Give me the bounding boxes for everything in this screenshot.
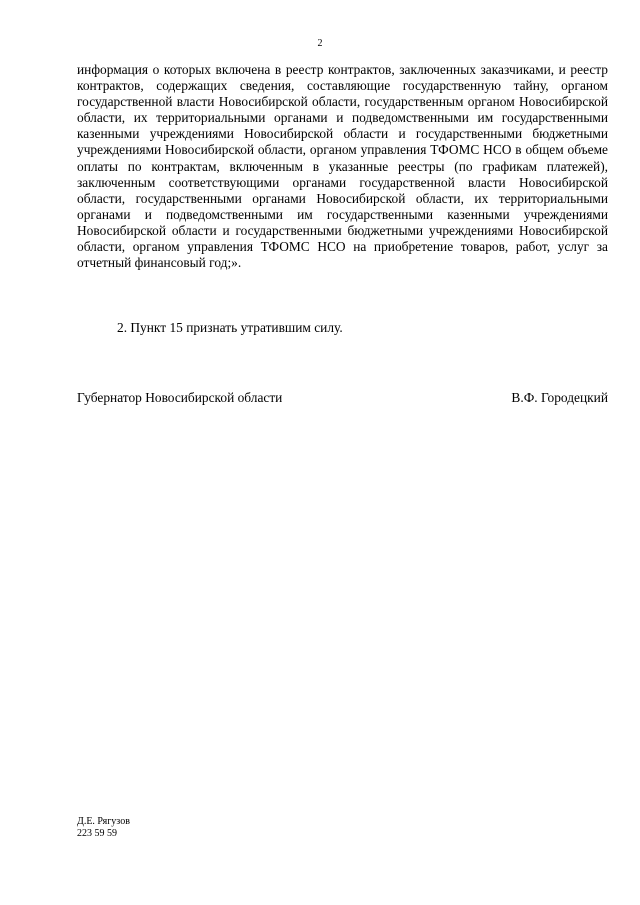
signature-block xyxy=(77,390,608,408)
body-paragraph: информация о которых включена в реестр контрактов, заключенных заказчиками, и реестр контрактов, содержащих сведения, составляющие государственную тайну, органом государственной власти Новосибирской области, государственным органом Новосибирской области, их территориальными органами и подведомственными им государственными казенными учреждениями Новосибирской области и государственными бюджетными учреждениями Новосибирской области, органом управления ТФОМС НСО в общем объеме оплаты по контрактам, включенным в указанные реестры (по графикам платежей), заключенным соответствующими органами государственной власти Новосибирской области, государственными органами Новосибирской области, их территориальными органами и подведомственными им государственными казенными учреждениями Новосибирской области и государственными бюджетными учреждениями Новосибирской области, органом управления ТФОМС НСО на приобретение товаров, работ, услуг за отчетный финансовый год;». xyxy=(77,62,608,271)
executor-name: Д.Е. Рягузов xyxy=(77,816,130,827)
page-number: 2 xyxy=(317,38,323,49)
signatory-name: В.Ф. Городецкий xyxy=(511,390,608,405)
signatory-role: Губернатор Новосибирской области xyxy=(77,390,283,405)
executor-phone: 223 59 59 xyxy=(77,828,117,839)
executor-block xyxy=(77,816,130,840)
clause-2: 2. Пункт 15 признать утратившим силу. xyxy=(117,320,343,335)
